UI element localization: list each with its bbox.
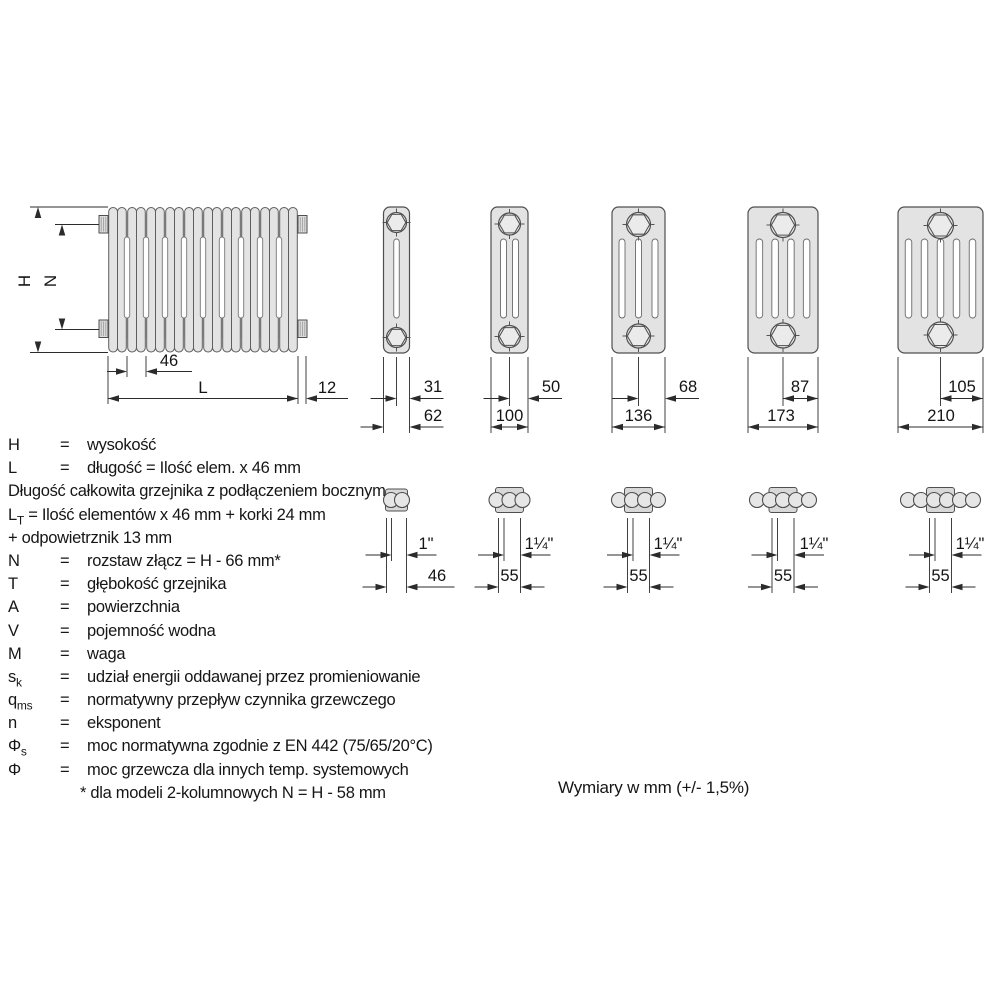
legend-description: waga xyxy=(87,644,126,663)
profile-3-column xyxy=(484,207,563,433)
legend-equals: = xyxy=(60,551,70,570)
legend-symbol: A xyxy=(8,598,19,617)
legend-equals: = xyxy=(60,598,70,617)
legend-text: * dla modeli 2-kolumnowych N = H - 58 mm xyxy=(80,783,386,802)
legend-symbol-subscript: T xyxy=(16,512,24,527)
legend-symbol: Φ xyxy=(8,760,21,779)
connector-boss xyxy=(298,320,307,338)
legend-symbol: $q_{ms}$ xyxy=(8,691,33,713)
dim-height-label: H xyxy=(15,274,34,288)
legend-symbol: H xyxy=(8,436,20,454)
legend-row xyxy=(8,504,568,527)
dim-depth-6col: 210 xyxy=(927,407,955,425)
legend-description: udział energii oddawanej przez promieniowanie xyxy=(87,667,421,686)
dim-element-width-2col: 46 xyxy=(427,567,447,585)
connector-boss xyxy=(99,216,108,234)
profile-2-column xyxy=(361,207,444,433)
column-slots xyxy=(394,239,400,318)
legend-description: rozstaw złącz = H - 66 mm* xyxy=(87,551,281,570)
legend-row xyxy=(8,735,568,758)
dim-axis-to-face-2col: 31 xyxy=(423,378,443,396)
profile-4-column xyxy=(612,207,699,433)
legend-description: eksponent xyxy=(87,714,161,733)
legend-description: głębokość grzejnika xyxy=(87,575,227,594)
dim-depth-3col: 100 xyxy=(495,407,524,425)
front-view xyxy=(15,207,348,404)
legend-row xyxy=(8,457,568,480)
legend-row xyxy=(8,434,568,457)
dim-connection-4col: 1¼" xyxy=(653,535,683,553)
dim-element-width-5col: 55 xyxy=(773,567,793,585)
dim-element-pitch: 46 xyxy=(159,352,179,370)
legend-description: normatywny przepływ czynnika grzewczego xyxy=(87,691,396,710)
legend-description: powierzchnia xyxy=(87,598,180,617)
legend-symbol: V xyxy=(8,621,19,640)
connector-boss xyxy=(99,320,108,338)
dim-connection-3col: 1¼" xyxy=(524,535,554,553)
element-gaps xyxy=(124,237,281,318)
legend-row xyxy=(8,596,568,619)
legend-symbol: n xyxy=(8,714,17,733)
legend-row xyxy=(8,643,568,666)
legend-description: długość = Ilość elem. x 46 mm xyxy=(87,459,301,478)
legend-equals: = xyxy=(60,459,70,478)
legend-symbol: L xyxy=(8,459,17,478)
legend-row xyxy=(8,480,568,503)
legend-text: + odpowietrznik 13 mm xyxy=(8,528,172,547)
legend-symbol: T xyxy=(8,575,18,594)
legend-description: = Ilość elementów x 46 mm + korki 24 mm xyxy=(23,505,326,524)
profile-6-column xyxy=(898,207,983,433)
dim-connection-5col: 1¼" xyxy=(799,535,829,553)
dim-element-width-3col: 55 xyxy=(500,567,519,585)
legend-equals: = xyxy=(60,760,70,779)
legend-row xyxy=(8,573,568,596)
legend-text: Długość całkowita grzejnika z podłączeniem bocznym xyxy=(8,482,386,501)
tolerance-note: Wymiary w mm (+/- 1,5%) xyxy=(558,778,750,797)
legend-equals: = xyxy=(60,737,70,756)
symbol-legend xyxy=(8,434,568,805)
legend-equals: = xyxy=(60,436,70,454)
dim-axis-to-face-6col: 105 xyxy=(948,378,976,396)
legend-symbol: N xyxy=(8,551,20,570)
dim-axis-to-face-5col: 87 xyxy=(790,378,810,396)
tube-circles xyxy=(750,493,817,508)
legend-equals: = xyxy=(60,691,70,710)
legend-row xyxy=(8,782,568,805)
legend-description: moc normatywna zgodnie z EN 442 (75/65/20°C) xyxy=(87,737,433,756)
legend-equals: = xyxy=(60,667,70,686)
legend-row xyxy=(8,550,568,573)
profile-5-column xyxy=(748,207,818,433)
dim-connection-2col: 1" xyxy=(418,535,434,553)
legend-row xyxy=(8,759,568,782)
legend-row xyxy=(8,527,568,550)
legend-row xyxy=(8,689,568,712)
side-profiles xyxy=(361,207,984,433)
column-slots xyxy=(619,239,658,318)
dim-axis-to-face-3col: 50 xyxy=(541,378,561,396)
dim-depth-5col: 173 xyxy=(767,407,795,425)
dim-length-label: L xyxy=(198,378,208,397)
legend-equals: = xyxy=(60,575,70,594)
legend-equals: = xyxy=(60,644,70,663)
legend-equals: = xyxy=(60,714,70,733)
dim-connector-spacing-label: N xyxy=(41,274,60,288)
dim-connection-6col: 1¼" xyxy=(955,535,985,553)
legend-equals: = xyxy=(60,621,70,640)
dim-axis-to-face-4col: 68 xyxy=(678,378,698,396)
dim-element-width-4col: 55 xyxy=(629,567,648,585)
legend-symbol: $\Phi_s$ xyxy=(8,737,27,759)
legend-row xyxy=(8,712,568,735)
front-view-radiator xyxy=(99,208,307,353)
legend-row xyxy=(8,666,568,689)
dim-element-width-6col: 55 xyxy=(931,567,950,585)
legend-description: pojemność wodna xyxy=(87,621,216,640)
dim-end-offset: 12 xyxy=(317,379,337,397)
legend-symbol: $s_k$ xyxy=(8,667,22,690)
dim-depth-2col: 62 xyxy=(423,407,443,425)
connector-boss xyxy=(298,216,307,234)
legend-description: moc grzewcza dla innych temp. systemowych xyxy=(87,760,409,779)
dim-depth-4col: 136 xyxy=(624,407,653,425)
legend-row xyxy=(8,620,568,643)
legend-symbol: L xyxy=(8,505,17,524)
legend-symbol: M xyxy=(8,644,22,663)
legend-description: wysokość xyxy=(87,436,157,454)
